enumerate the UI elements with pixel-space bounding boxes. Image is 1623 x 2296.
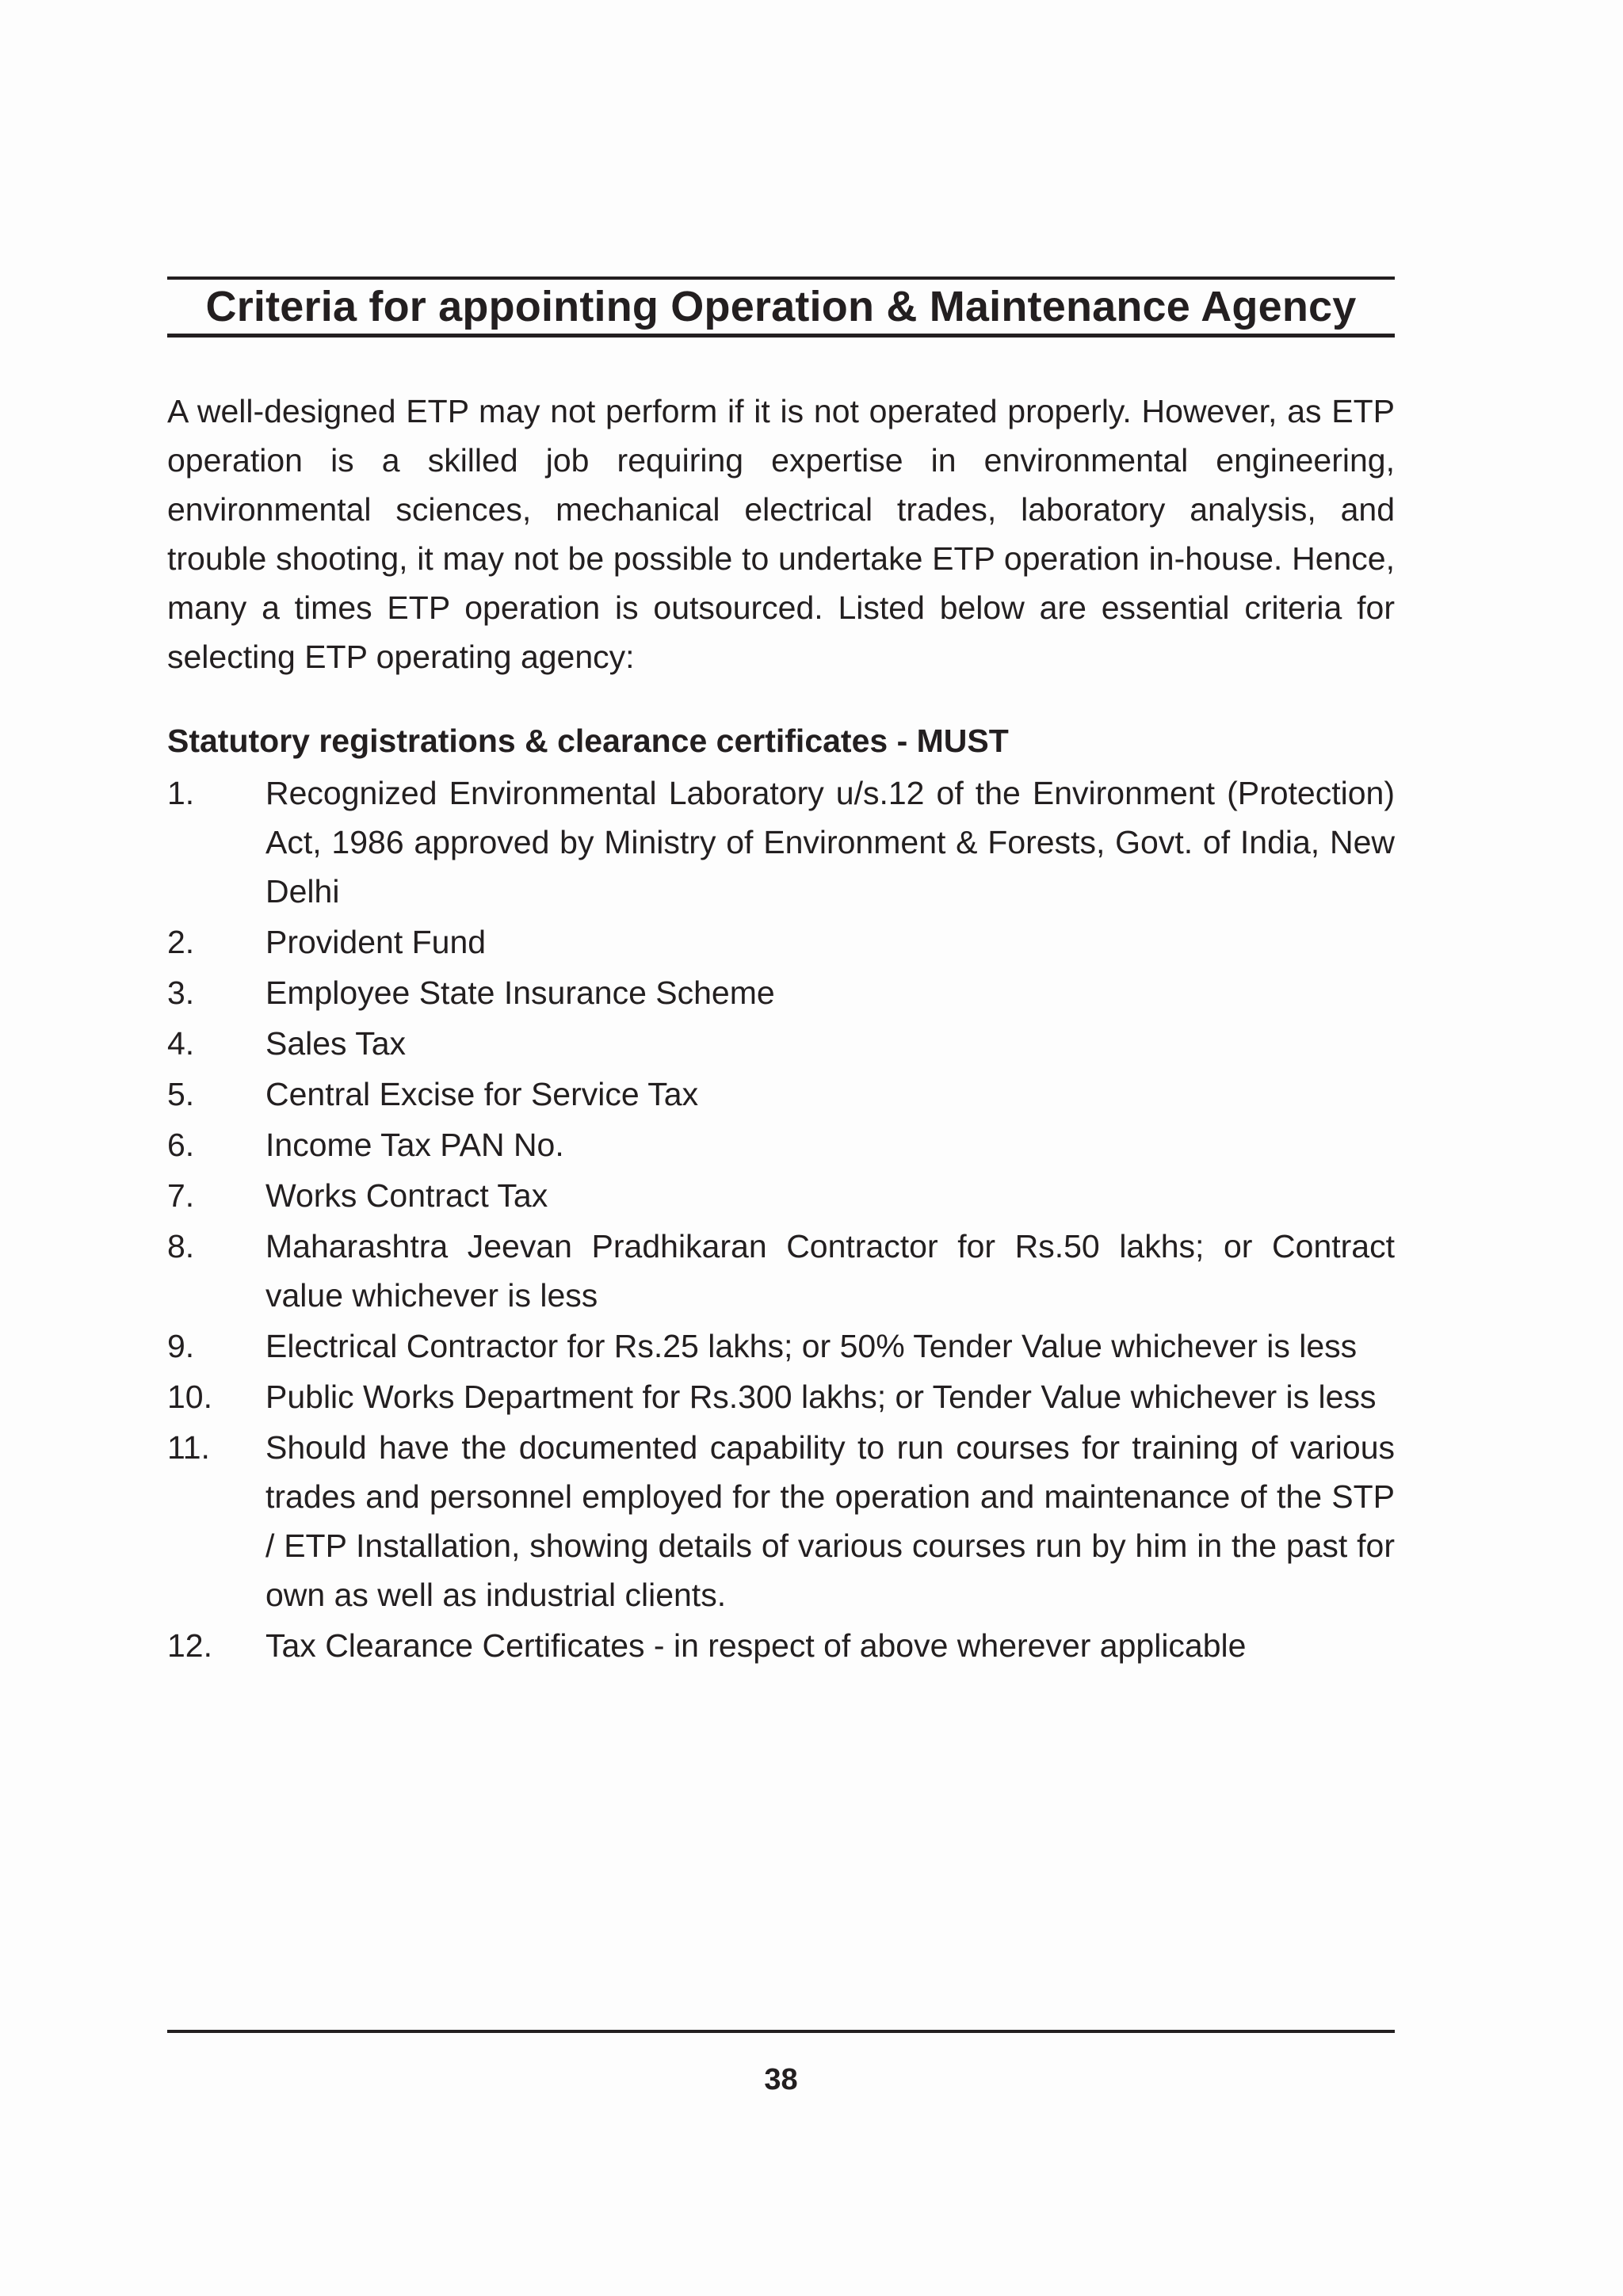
list-item (167, 1372, 1395, 1421)
list-item (167, 1070, 1395, 1119)
list-item (167, 1222, 1395, 1320)
item-number: 10. (167, 1379, 212, 1415)
list-item (167, 1171, 1395, 1220)
item-number: 11. (167, 1429, 210, 1466)
list-item (167, 1019, 1395, 1068)
item-number: 6. (167, 1127, 195, 1163)
page-number: 38 (764, 2063, 798, 2096)
item-number: 5. (167, 1076, 195, 1112)
item-text: Electrical Contractor for Rs.25 lakhs; or 50% Tender Value whichever is less (265, 1328, 1358, 1364)
item-number: 2. (167, 924, 195, 960)
section-heading: Statutory registrations & clearance certificates - MUST (167, 723, 1009, 759)
item-number: 9. (167, 1328, 195, 1364)
item-text: Maharashtra Jeevan Pradhikaran Contractor for Rs.50 lakhs; or Contract value whichever is less (265, 1228, 1395, 1314)
item-text: Income Tax PAN No. (265, 1127, 564, 1163)
list-item (167, 1120, 1395, 1169)
item-text: Employee State Insurance Scheme (265, 974, 775, 1011)
item-text: Central Excise for Service Tax (265, 1076, 699, 1112)
item-number: 3. (167, 974, 195, 1011)
list-item (167, 917, 1395, 967)
title-box (167, 277, 1395, 338)
criteria-list (167, 769, 1395, 1670)
item-number: 7. (167, 1177, 195, 1214)
item-text: Tax Clearance Certificates - in respect of above wherever applicable (265, 1627, 1247, 1664)
item-text: Should have the documented capability to run courses for training of various trades and personnel employed for the operation and maintenance of the STP / ETP Installation, showing details of various courses run by him in the past for own as well as industrial clients. (265, 1429, 1395, 1613)
footer-divider (167, 2030, 1395, 2033)
intro-paragraph: A well-designed ETP may not perform if it is not operated properly. However, as ETP operation is a skilled job requiring expertise in environmental engineering, environmental sciences, mechanical electrical trades, laboratory analysis, and trouble shooting, it may not be possible to undertake ETP operation in-house. Hence, many a times ETP operation is outsourced. Listed below are essential criteria for selecting ETP operating agency: (167, 393, 1395, 675)
item-number: 4. (167, 1025, 195, 1062)
page-title: Criteria for appointing Operation & Maintenance Agency (205, 283, 1357, 330)
item-text: Works Contract Tax (265, 1177, 548, 1214)
list-item (167, 968, 1395, 1017)
item-text: Recognized Environmental Laboratory u/s.12 of the Environment (Protection) Act, 1986 approved by Ministry of Environment & Forests, Govt. of India, New Delhi (265, 775, 1395, 910)
list-item (167, 1423, 1395, 1619)
item-text: Sales Tax (265, 1025, 407, 1062)
item-text: Public Works Department for Rs.300 lakhs; or Tender Value whichever is less (265, 1379, 1377, 1415)
list-item (167, 1322, 1395, 1371)
item-number: 8. (167, 1228, 195, 1264)
item-number: 12. (167, 1627, 212, 1664)
list-item (167, 1621, 1395, 1670)
item-text: Provident Fund (265, 924, 487, 960)
page-content (167, 277, 1395, 1672)
item-number: 1. (167, 775, 195, 811)
list-item (167, 769, 1395, 916)
